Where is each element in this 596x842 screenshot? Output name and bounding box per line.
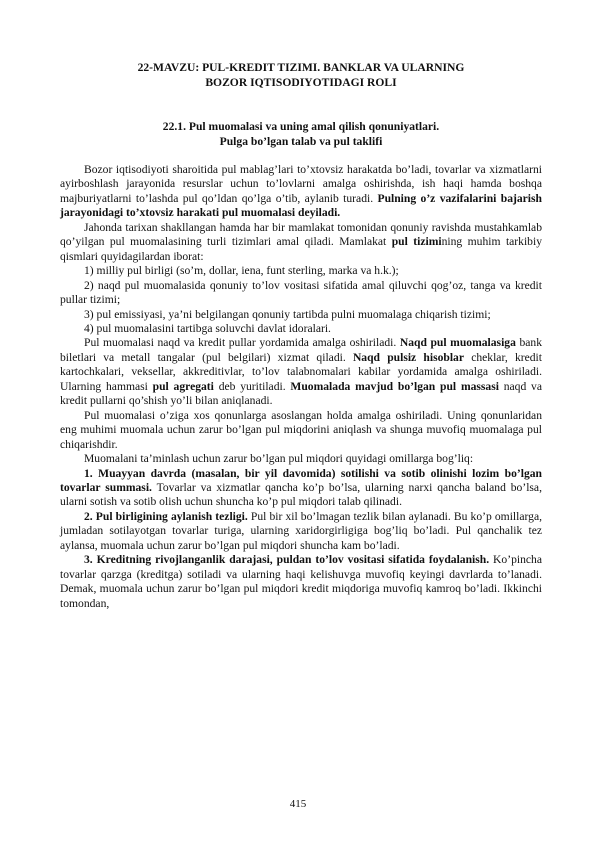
text-run: cheklar, kredit kartochkalari, veksellar, akkreditivlar, to’lov talabnomalari kabilar yordamida amalga oshiriladi. Ularning hammasi — [60, 350, 542, 393]
bold-text-run: pul tizimi — [391, 235, 442, 249]
paragraph — [60, 163, 542, 221]
text-run: Pul bir xil bo’lmagan tezlik bilan aylanadi. Bu ko’p omillarga, jumladan sotilayotgan tovarlar turiga, ularning xaridorgirligiga bog’liq bo’ladi. Pul qanchalik tez aylansa, muomala uchun zarur bo’lgan pul miqdori shuncha kam bo’ladi. — [60, 509, 543, 552]
text-run: Pul muomalasi o’ziga xos qonunlarga asoslangan holda amalga oshiriladi. Uning qonunlaridan eng muhimi muomala uchun zarur bo’lgan pul miqdorini aniqlash va shunga muvofiq muomalaga pul chiqarishdir. — [60, 408, 542, 451]
text-run: ning muhim tarkibiy qismlari quyidagilardan iborat: — [60, 235, 542, 263]
text-run: Pul muomalasi naqd va kredit pullar yordamida amalga oshiriladi. — [84, 336, 400, 350]
bold-text-run: pul agregati — [152, 379, 214, 393]
bold-text-run: Naqd pul muomalasiga — [399, 336, 516, 350]
chapter-title — [60, 60, 542, 90]
text-run: bank biletlari va metall tangalar (pul belgilari) xizmat qiladi. — [60, 336, 543, 364]
paragraph — [60, 336, 542, 408]
body-text — [60, 163, 542, 611]
section-title-line-2: Pulga bo’lgan talab va pul taklifi — [219, 135, 383, 148]
text-run: Ko’pincha tovarlar qarzga (kreditga) sotiladi va ularning haqi kelishuvga muvofiq keyingi davrlarda to’lanadi. Demak, muomala uchun zarur bo’lgan pul miqdori kredit miqdoriga muvofiq kamroq bo’ladi. Ikkinchi tomondan, — [60, 553, 542, 610]
chapter-title-line-2: BOZOR IQTISODIYOTIDAGI ROLI — [205, 76, 397, 89]
paragraph — [60, 221, 542, 264]
paragraph — [60, 409, 542, 452]
paragraph — [60, 510, 542, 553]
bold-text-run: 3. Kreditning rivojlanganlik darajasi, puldan to’lov vositasi sifatida foydalanish. — [84, 553, 490, 567]
text-run: naqd va kredit pullarni qo’shish yo’li bilan aniqlanadi. — [60, 379, 543, 408]
bold-text-run: Pulning o’z vazifalarini bajarish jarayonidagi to’xtovsiz harakati pul muomalasi deyiladi. — [60, 191, 542, 220]
chapter-title-line-1: 22-MAVZU: PUL-KREDIT TIZIMI. BANKLAR VA ULARNING — [137, 61, 465, 74]
bold-text-run: Naqd pulsiz hisoblar — [352, 350, 464, 364]
text-run: Tovarlar va xizmatlar qancha ko’p bo’lsa, ularning narxi qancha baland bo’lsa, ularni sotish va sotib olish uchun shuncha ko’p pul miqdori talab qilinadi. — [60, 480, 542, 509]
bold-text-run: 1. Muayyan davrda (masalan, bir yil davomida) sotilishi va sotib olinishi lozim bo’lgan tovarlar summasi. — [60, 466, 542, 494]
text-run: 3) pul emissiyasi, ya’ni belgilangan qonuniy tartibda pulni muomalaga chiqarish tizimi; — [84, 307, 491, 321]
paragraph — [60, 264, 542, 278]
paragraph — [60, 467, 542, 510]
paragraph — [60, 322, 542, 336]
text-run: Bozor iqtisodiyoti sharoitida pul mablag’lari to’xtovsiz harakatda bo’ladi, tovarlar va xizmatlarni ayirboshlash jarayonida resurslar uchun to’lovlarni amalga oshirishda, ish haqi hamda boshqa majburiyatlarni to’lashda pul qo’ldan qo’lga o’tib, aylanib turadi. — [60, 163, 542, 205]
text-run: 1) milliy pul birligi (so’m, dollar, iena, funt sterling, marka va h.k.); — [84, 264, 399, 278]
section-title — [60, 119, 542, 149]
paragraph — [60, 308, 542, 322]
paragraph — [60, 279, 542, 308]
page-content — [60, 60, 542, 611]
text-run: Muomalani ta’minlash uchun zarur bo’lgan pul miqdori quyidagi omillarga bog’liq: — [84, 452, 474, 466]
section-title-line-1: 22.1. Pul muomalasi va uning amal qilish qonuniyatlari. — [162, 120, 440, 133]
paragraph — [60, 452, 542, 466]
page-number: 415 — [289, 798, 307, 810]
bold-text-run: Muomalada mavjud bo’lgan pul massasi — [290, 379, 499, 393]
text-run: Jahonda tarixan shakllangan hamda har bir mamlakat tomonidan qonuniy ravishda mustahkamlab qo’yilgan pul muomalasining turli tizimlari amal qiladi. Mamlakat — [60, 220, 542, 249]
paragraph — [60, 553, 542, 611]
text-run: 2) naqd pul muomalasida qonuniy to’lov vositasi sifatida amal qiluvchi qog’oz, tanga va kredit pullar tizimi; — [60, 278, 542, 307]
bold-text-run: 2. Pul birligining aylanish tezligi. — [84, 509, 248, 523]
text-run: 4) pul muomalasini tartibga soluvchi davlat idoralari. — [84, 321, 331, 335]
text-run: deb yuritiladi. — [213, 379, 291, 393]
